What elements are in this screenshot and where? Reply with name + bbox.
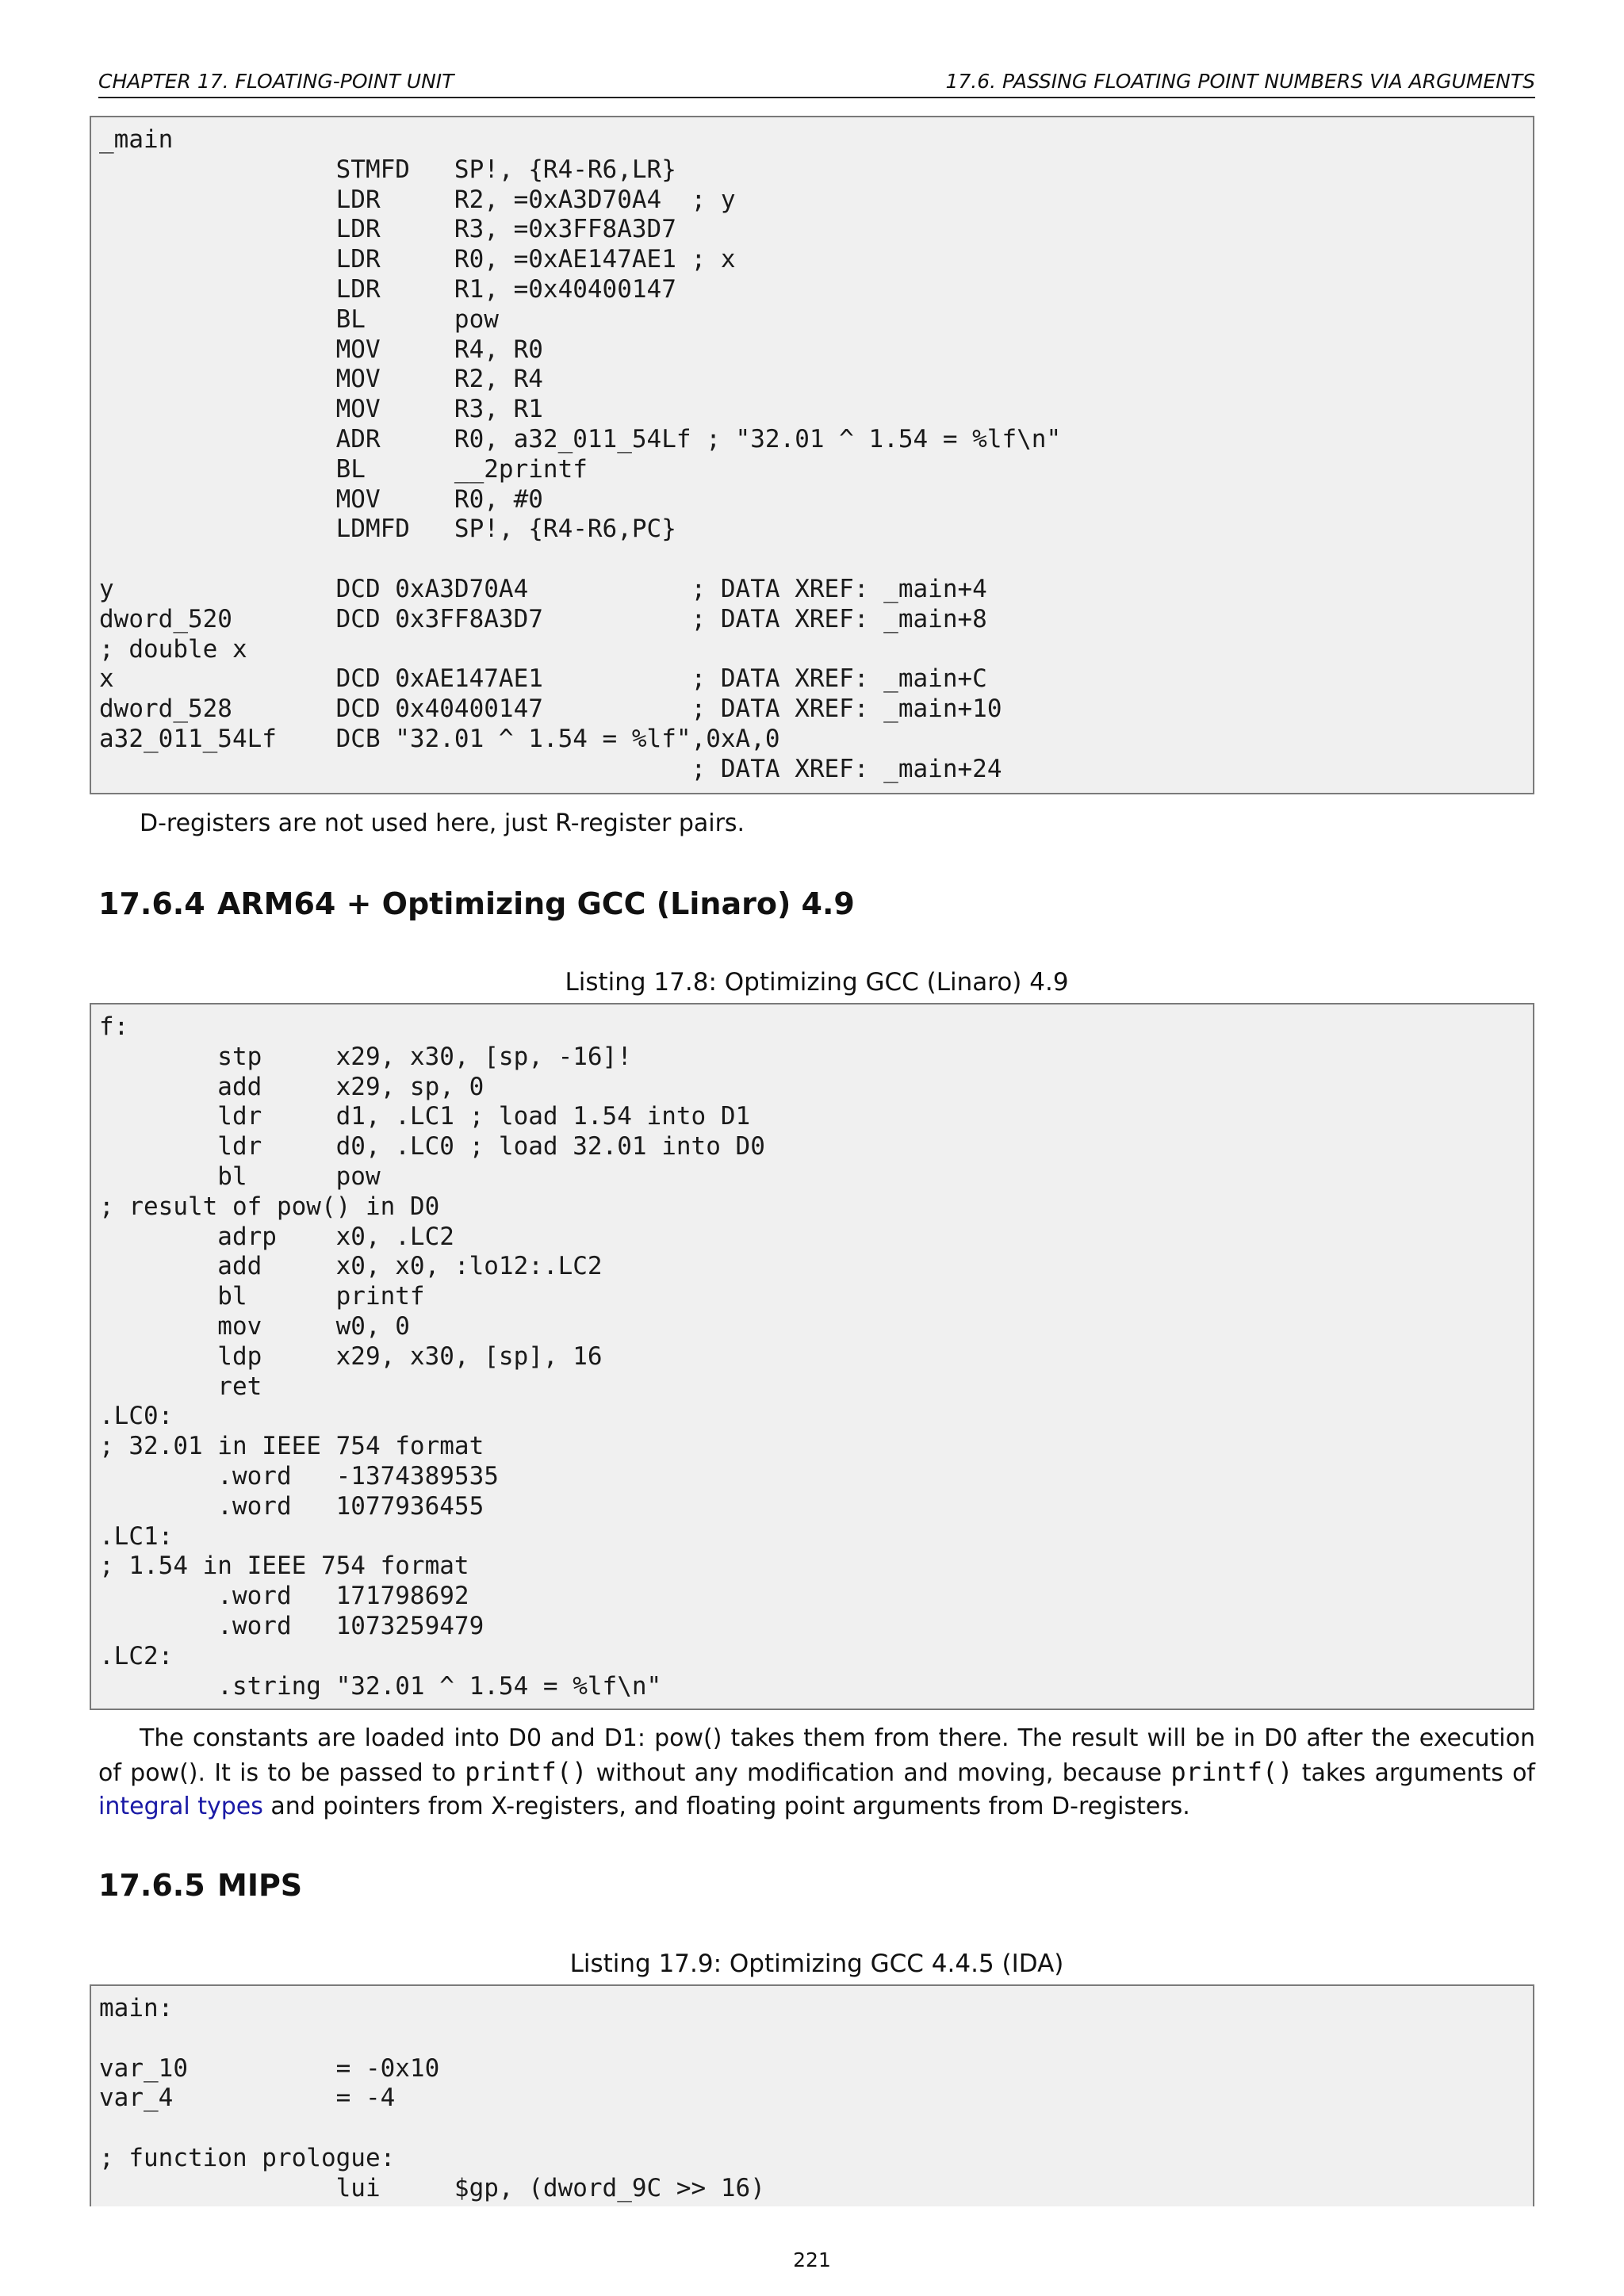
page-header [98,68,1535,98]
paragraph-text: The constants are loaded into D0 and D1: pow() takes them from there. The result will be in D0 after the execution of pow(). It is to be passed to [98,1724,1535,1787]
paragraph-constants [98,1722,1535,1823]
page-number: 221 [793,2248,831,2271]
code-listing-17-8-text: f: stp x29, x30, [sp, -16]! add x29, sp, 0 ldr d1, .LC1 ; load 1.54 into D1 ldr d0, .LC0 ; load 32.01 into D0 bl pow ; result of pow() in D0 adrp x0, .LC2 add x0, x0, :lo12:.LC2 bl printf mov w0, 0 ldp x29, x30, [sp], 16 ret .LC0: ; 32.01 in IEEE 754 format .word -1374389535 .word 1077936455 .LC1: ; 1.54 in IEEE 754 format .word 171798692 .word 1073259479 .LC2: .string "32.01 ^ 1.54 = %lf\n" [99,1012,765,1701]
header-chapter-title: CHAPTER 17. FLOATING-POINT UNIT [98,70,454,93]
paragraph-text: takes arguments of [1293,1759,1535,1787]
integral-types-link[interactable]: integral types [98,1793,263,1820]
section-number: 17.6.5 [98,1868,205,1903]
code-listing-arm-main-text: _main STMFD SP!, {R4-R6,LR} LDR R2, =0xA3D70A4 ; y LDR R3, =0x3FF8A3D7 LDR R0, =0xAE147AE1 ; x LDR R1, =0x40400147 BL pow MOV R4, R0 MOV R2, R4 MOV R3, R1 ADR R0, a32_011_54Lf ; "32.01 ^ 1.54 = %lf\n" BL __2printf MOV R0, #0 LDMFD SP!, {R4-R6,PC} y DCD 0xA3D70A4 ; DATA XREF: _main+4 dword_520 DCD 0x3FF8A3D7 ; DATA XREF: _main+8 ; double x x DCD 0xAE147AE1 ; DATA XREF: _main+C dword_528 DCD 0x40400147 ; DATA XREF: _main+10 a32_011_54Lf DCB "32.01 ^ 1.54 = %lf",0xA,0 ; DATA XREF: _main+24 [99,125,1062,783]
section-number: 17.6.4 [98,886,205,921]
section-title: MIPS [217,1868,303,1903]
inline-code: printf() [1170,1757,1293,1787]
paragraph-text: without any modification and moving, because [587,1759,1171,1787]
header-section-title: 17.6. PASSING FLOATING POINT NUMBERS VIA ARGUMENTS [945,70,1535,93]
listing-caption-17-8: Listing 17.8: Optimizing GCC (Linaro) 4.9 [565,968,1069,997]
paragraph-d-registers: D-registers are not used here, just R-register pairs. [140,809,745,837]
listing-caption-17-9: Listing 17.9: Optimizing GCC 4.4.5 (IDA) [569,1950,1064,1978]
section-heading-mips [98,1867,302,1904]
code-listing-17-9-text: main: var_10 = -0x10 var_4 = -4 ; function prologue: lui $gp, (dword_9C >> 16) [99,1994,765,2202]
code-listing-arm-main [90,116,1534,794]
inline-code: printf() [465,1757,588,1787]
section-heading-arm64 [98,886,855,922]
paragraph-text: and pointers from X-registers, and floating point arguments from D-registers. [262,1793,1190,1820]
code-listing-17-9 [90,1984,1534,2206]
code-listing-17-8 [90,1003,1534,1710]
section-title: ARM64 + Optimizing GCC (Linaro) 4.9 [217,886,855,921]
